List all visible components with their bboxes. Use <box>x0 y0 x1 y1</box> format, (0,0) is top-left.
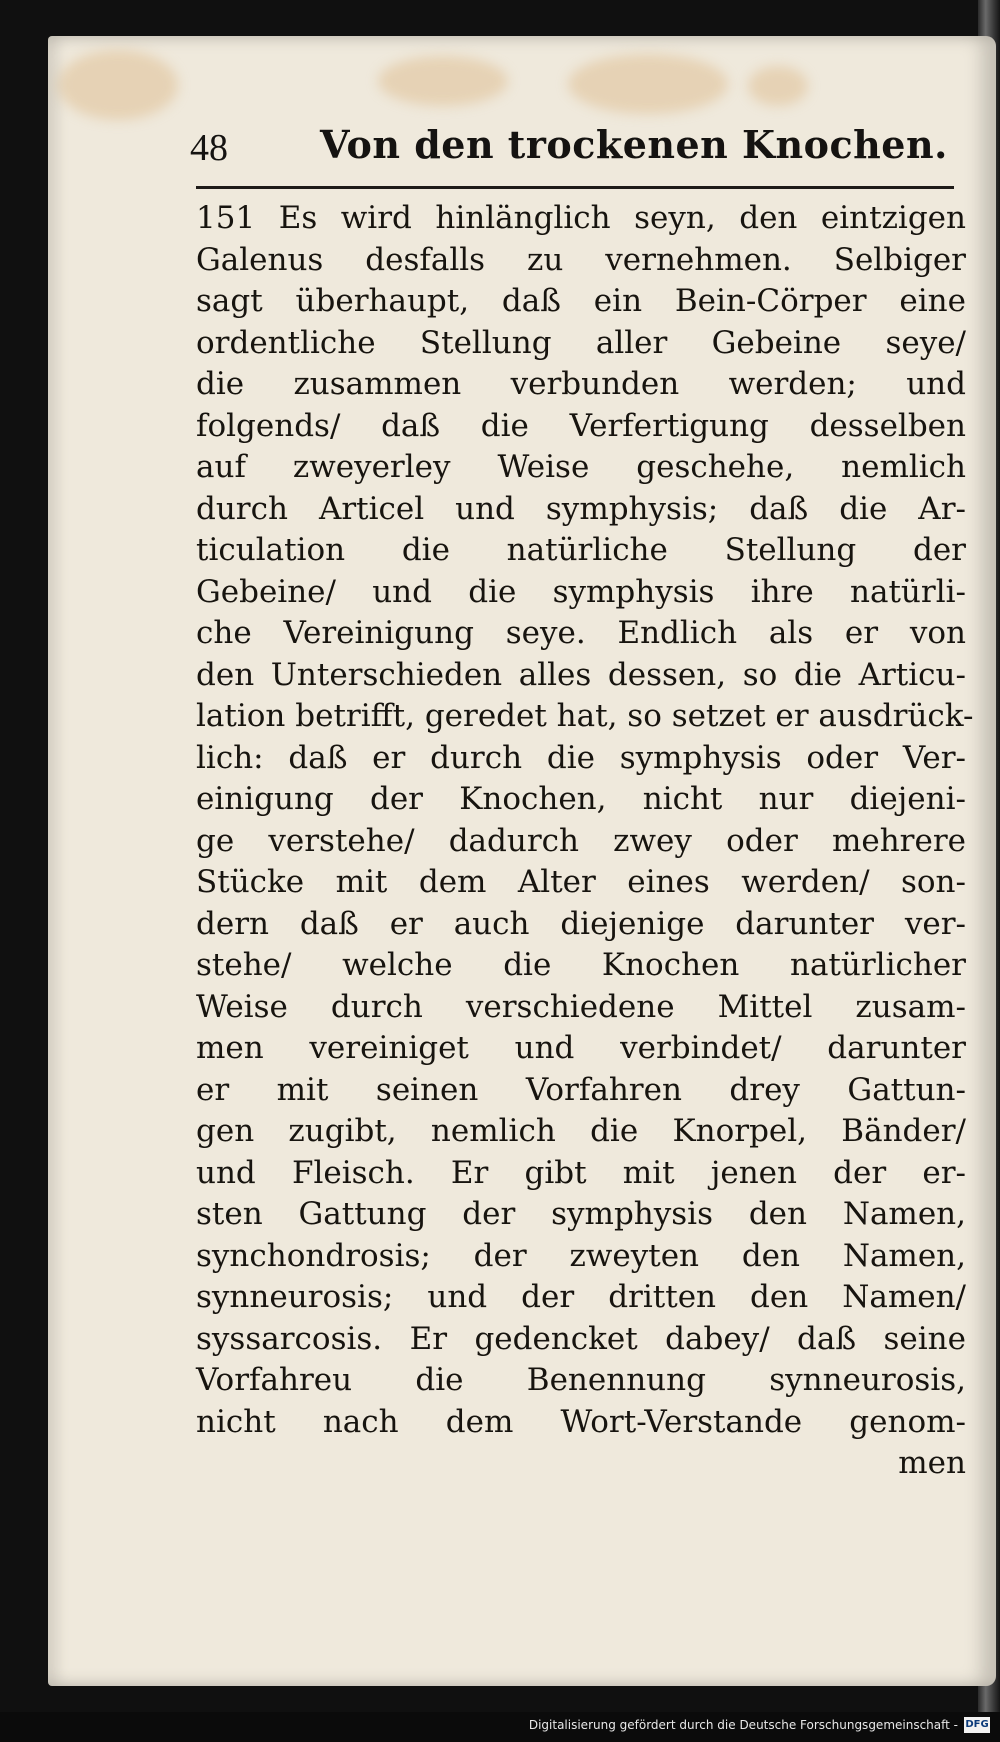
paper-stain <box>568 54 728 114</box>
body-text <box>196 198 974 1485</box>
dfg-logo: DFG <box>964 1717 990 1733</box>
running-head: Von den trockenen Knochen. <box>320 122 948 167</box>
text-line: Stücke mit dem Alter eines werden/ son- <box>196 864 966 900</box>
text-line: stehe/ welche die Knochen natürlicher <box>196 947 966 983</box>
text-line: er mit seinen Vorfahren drey Gattun- <box>196 1071 966 1108</box>
text-line: auf zweyerley Weise geschehe, nemlich <box>196 449 966 485</box>
text-line: ticulation die natürliche Stellung der <box>196 532 966 568</box>
header-rule <box>196 186 954 189</box>
text-line: syssarcosis. Er gedencket dabey/ daß seine <box>196 1320 966 1357</box>
paper-stain <box>378 56 508 106</box>
catchword: men <box>898 1445 966 1481</box>
text-line: ge verstehe/ dadurch zwey oder mehrere <box>196 822 966 859</box>
text-line: die zusammen verbunden werden; und <box>196 366 966 402</box>
text-line: lich: daß er durch die symphysis oder Ver- <box>196 739 966 776</box>
text-line: lation betrifft, geredet hat, so setzet er ausdrück- <box>196 698 974 734</box>
text-line: und Fleisch. Er gibt mit jenen der er- <box>196 1154 966 1191</box>
text-line: Weise durch verschiedene Mittel zusam- <box>196 988 966 1025</box>
text-line: einigung der Knochen, nicht nur diejeni- <box>196 781 966 817</box>
text-line: den Unterschieden alles dessen, so die Articu- <box>196 656 966 693</box>
footer-bar <box>0 1712 1000 1742</box>
digitization-credit: Digitalisierung gefördert durch die Deutsche Forschungsgemeinschaft - <box>528 1718 958 1732</box>
text-line: sagt überhaupt, daß ein Bein-Cörper eine <box>196 283 966 319</box>
text-line: nicht nach dem Wort-Verstande genom- <box>196 1403 966 1440</box>
page-number: 48 <box>190 127 228 169</box>
text-line: synchondrosis; der zweyten den Namen, <box>196 1237 966 1274</box>
text-line: folgends/ daß die Verfertigung desselben <box>196 407 966 444</box>
paper-stain <box>748 66 808 106</box>
text-line: sten Gattung der symphysis den Namen, <box>196 1196 966 1232</box>
page-header <box>190 118 960 178</box>
text-line: dern daß er auch diejenige darunter ver- <box>196 905 966 942</box>
text-line: Gebeine/ und die symphysis ihre natürli- <box>196 573 966 610</box>
text-line: gen zugibt, nemlich die Knorpel, Bänder/ <box>196 1113 966 1149</box>
text-line: synneurosis; und der dritten den Namen/ <box>196 1279 966 1315</box>
text-line: men vereiniget und verbindet/ darunter <box>196 1030 966 1066</box>
text-line: ordentliche Stellung aller Gebeine seye/ <box>196 324 966 361</box>
text-line: durch Articel und symphysis; daß die Ar- <box>196 490 966 527</box>
text-line: che Vereinigung seye. Endlich als er von <box>196 615 966 651</box>
text-line: 151 Es wird hinlänglich seyn, den eintzigen <box>196 200 966 236</box>
text-line: Vorfahreu die Benennung synneurosis, <box>196 1362 966 1398</box>
paper-stain <box>58 50 178 120</box>
text-line: Galenus desfalls zu vernehmen. Selbiger <box>196 241 966 278</box>
